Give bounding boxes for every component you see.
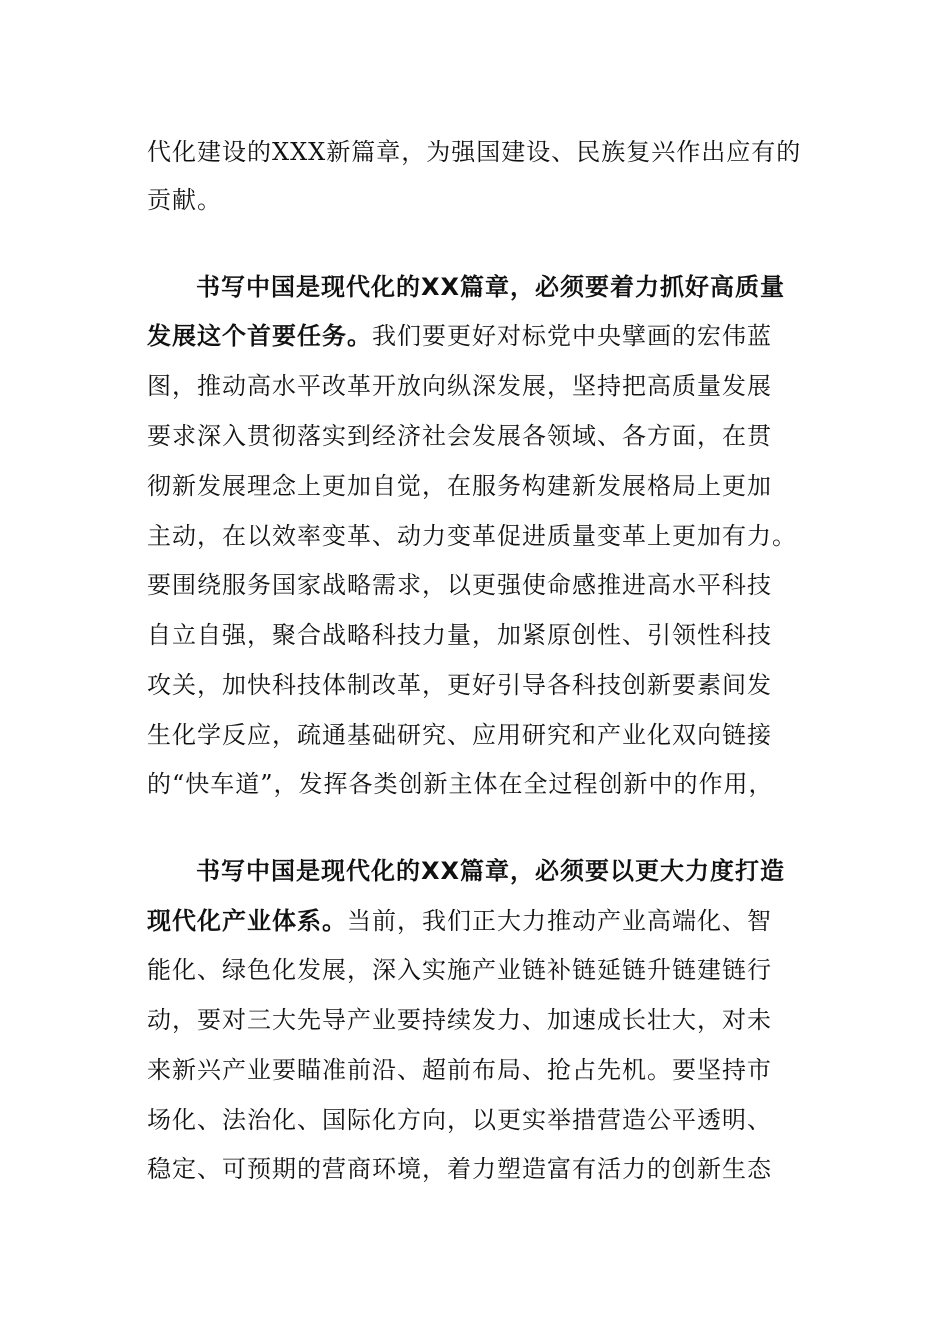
- paragraph-2-line-8: 自立自强，聚合战略科技力量，加紧原创性、引领性科技: [147, 621, 772, 649]
- paragraph-3-line-3: 能化、绿色化发展，深入实施产业链补链延链升链建链行: [147, 956, 772, 984]
- paragraph-3-line-2-rest: 当前，我们正大力推动产业高端化、智: [347, 907, 772, 935]
- paragraph-1-line-1: 代化建设的XXX新篇章，为强国建设、民族复兴作出应有的: [147, 138, 802, 166]
- paragraph-2-line-4: 要求深入贯彻落实到经济社会发展各领域、各方面，在贯: [147, 422, 772, 450]
- paragraph-3-line-5: 来新兴产业要瞄准前沿、超前布局、抢占先机。要坚持市: [147, 1056, 772, 1084]
- paragraph-2-line-10: 生化学反应，疏通基础研究、应用研究和产业化双向链接: [147, 721, 772, 749]
- paragraph-2-line-6: 主动，在以效率变革、动力变革促进质量变革上更加有力。: [147, 522, 797, 550]
- paragraph-3-heading-line-2: 现代化产业体系。: [147, 907, 347, 935]
- paragraph-2-heading-line-1: 书写中国是现代化的XX篇章，必须要着力抓好高质量: [196, 273, 786, 301]
- paragraph-3-line-4: 动，要对三大先导产业要持续发力、加速成长壮大，对未: [147, 1006, 772, 1034]
- paragraph-2-line-11: 的“快车道”，发挥各类创新主体在全过程创新中的作用，: [147, 770, 774, 798]
- paragraph-2-line-2: [147, 320, 772, 352]
- paragraph-2-heading-line-2: 发展这个首要任务。: [147, 322, 372, 350]
- paragraph-3-line-2: [147, 905, 772, 937]
- paragraph-2-line-3: 图，推动高水平改革开放向纵深发展，坚持把高质量发展: [147, 372, 772, 400]
- paragraph-2-line-7: 要围绕服务国家战略需求，以更强使命感推进高水平科技: [147, 571, 772, 599]
- paragraph-3-heading-line-1: 书写中国是现代化的XX篇章，必须要以更大力度打造: [196, 857, 786, 885]
- paragraph-3-line-6: 场化、法治化、国际化方向，以更实举措营造公平透明、: [147, 1106, 772, 1134]
- paragraph-3-line-7: 稳定、可预期的营商环境，着力塑造富有活力的创新生态: [147, 1155, 772, 1183]
- paragraph-2-line-5: 彻新发展理念上更加自觉，在服务构建新发展格局上更加: [147, 472, 772, 500]
- paragraph-2-line-9: 攻关，加快科技体制改革，更好引导各科技创新要素间发: [147, 671, 772, 699]
- paragraph-2-line-2-rest: 我们要更好对标党中央擘画的宏伟蓝: [372, 322, 772, 350]
- paragraph-1-line-2: 贡献。: [147, 186, 222, 214]
